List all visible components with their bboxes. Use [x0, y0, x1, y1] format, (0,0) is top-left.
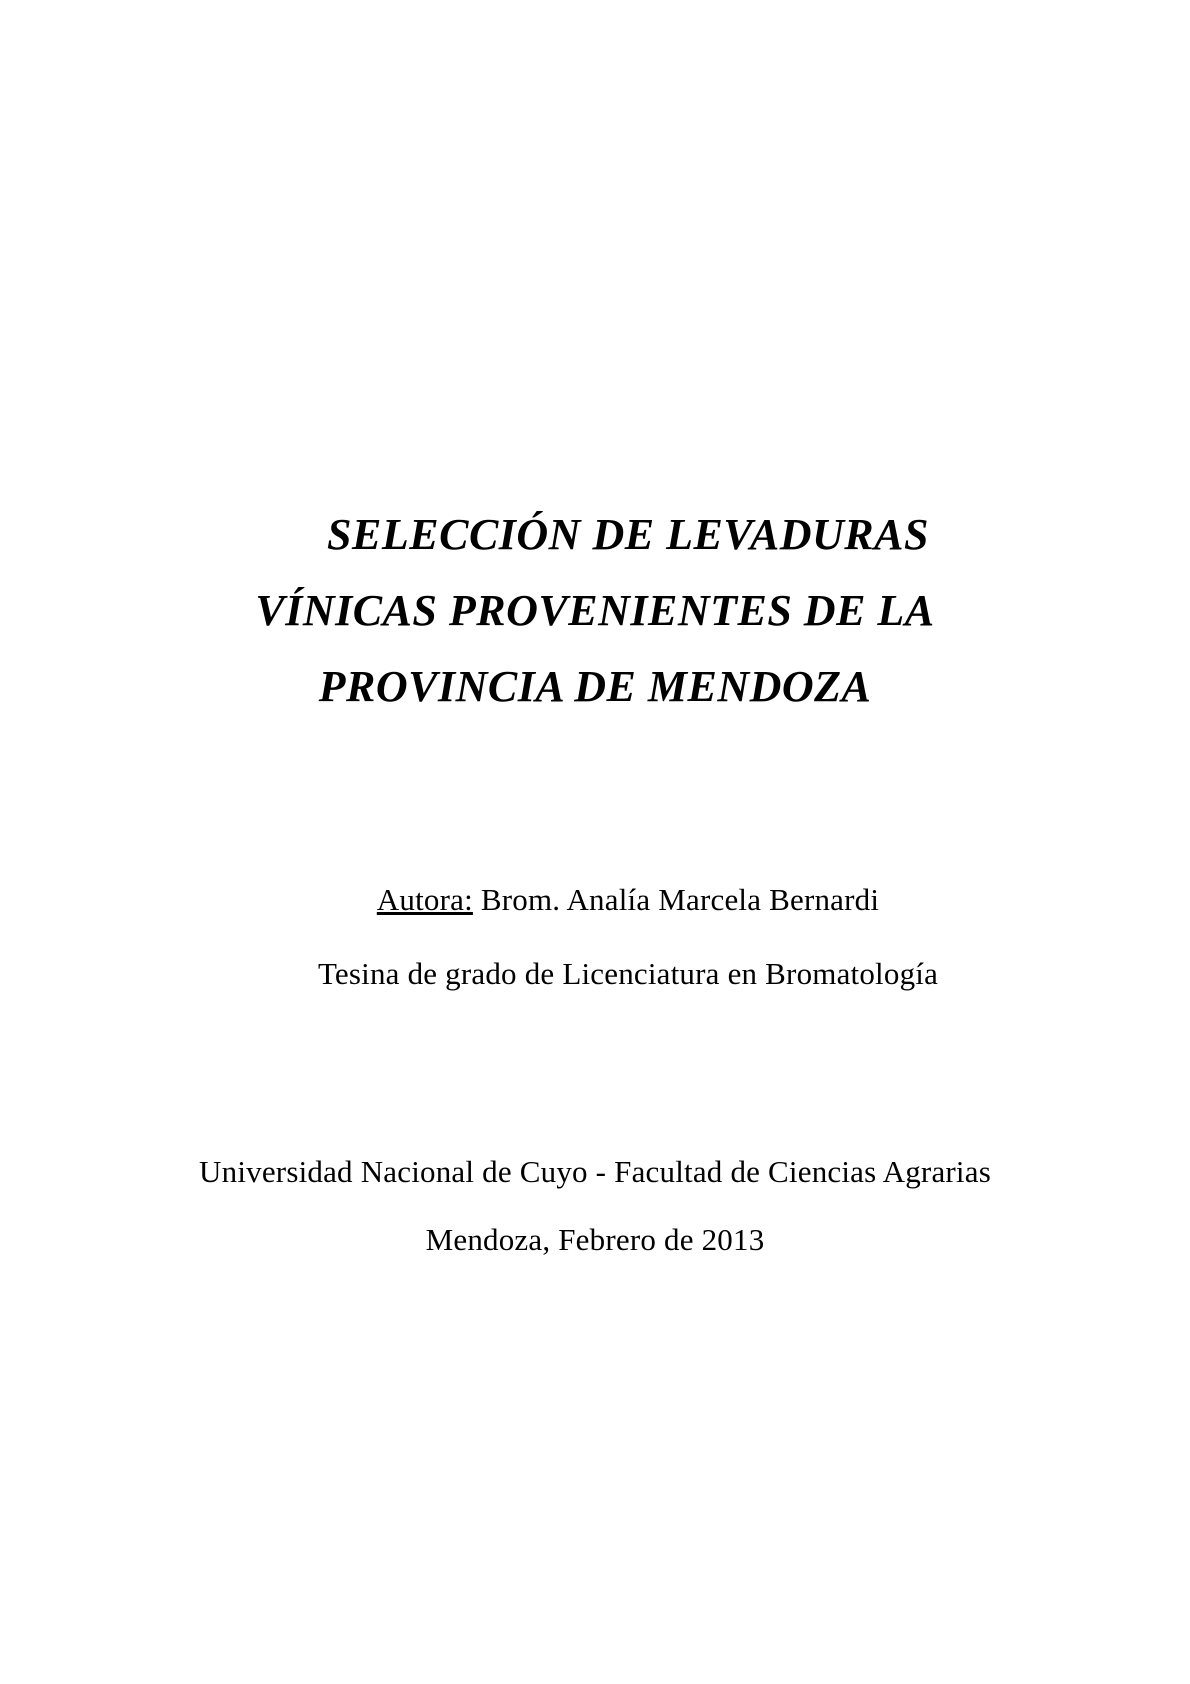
thesis-title-line-1: SELECCIÓN DE LEVADURAS: [327, 510, 929, 559]
author-label: Autora:: [376, 882, 473, 917]
thesis-title: [0, 497, 1190, 725]
author-name: Brom. Analía Marcela Bernardi: [472, 882, 880, 917]
author-line: [0, 878, 1190, 922]
thesis-title-line-3: PROVINCIA DE MENDOZA: [318, 662, 872, 711]
institution-line: Universidad Nacional de Cuyo - Facultad de Ciencias Agrarias: [199, 1154, 991, 1189]
thesis-type-line: Tesina de grado de Licenciatura en Bromatología: [317, 956, 939, 991]
place-date-line: Mendoza, Febrero de 2013: [425, 1222, 765, 1257]
thesis-title-line-2: VÍNICAS PROVENIENTES DE LA: [255, 586, 935, 635]
